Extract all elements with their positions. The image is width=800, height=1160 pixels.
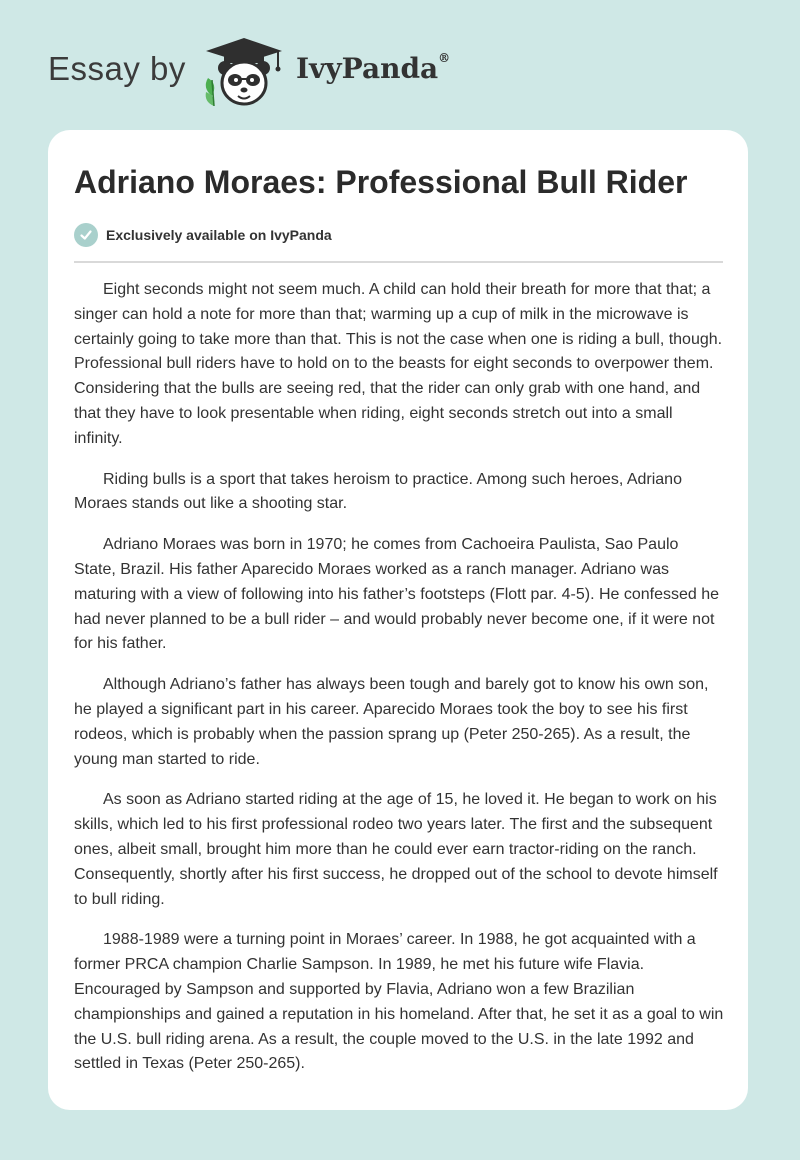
paragraph: 1988-1989 were a turning point in Moraes’ career. In 1988, he got acquainted with a former PRCA champion Charlie Sampson. In 1989, he met his future wife Flavia. Encouraged by Sampson and supported by Flavia, Adriano won a few Brazilian championships and gained a reputation in his homeland. After that, he set it as a goal to win the U.S. bull riding arena. As a result, the couple moved to the U.S. in the late 1992 and settled in Texas (Peter 250-265). xyxy=(74,931,724,1073)
essay-card xyxy=(48,130,748,1110)
essay-by-label: Essay by xyxy=(48,50,186,87)
brand-name: IvyPanda xyxy=(296,52,439,85)
title-divider xyxy=(74,261,723,263)
essay-body xyxy=(74,278,724,1093)
paragraph: Riding bulls is a sport that takes heroism to practice. Among such heroes, Adriano Moraes stands out like a shooting star. xyxy=(74,470,682,513)
paragraph: Adriano Moraes was born in 1970; he comes from Cachoeira Paulista, Sao Paulo State, Brazil. His father Aparecido Moraes worked as a ranch manager. Adriano was maturing with a view of following into his father’s footsteps (Flott par. 4-5). He confessed he had never planned to be a bull rider – and would probably never become one, if it were not for his father. xyxy=(74,536,720,653)
paragraph: Although Adriano’s father has always been tough and barely got to know his own son, he played a significant part in his career. Aparecido Moraes took the boy to see his first rodeos, which is probably when the passion sprang up (Peter 250-265). As a result, the young man started to ride. xyxy=(74,676,709,768)
check-icon xyxy=(74,223,98,247)
registered-mark: ® xyxy=(438,50,451,65)
paragraph: As soon as Adriano started riding at the age of 15, he loved it. He began to work on his skills, which led to his first professional rodeo two years later. The first and the subsequent ones, albeit small, brought him more than he could ever earn tractor-riding on the ranch. Consequently, shortly after his first success, he dropped out of the school to devote himself to bull riding. xyxy=(74,791,718,908)
panda-graduate-icon[interactable] xyxy=(198,36,290,108)
exclusive-badge xyxy=(74,222,332,248)
site-header xyxy=(0,0,800,130)
page-title: Adriano Moraes: Professional Bull Rider xyxy=(74,164,688,200)
paragraph: Eight seconds might not seem much. A child can hold their breath for more that that; a singer can hold a note for more than that; warming up a cup of milk in the microwave is certainly going to take more than that. This is not the case when one is riding a bull, though. Professional bull riders have to hold on to the beasts for eight seconds to overpower them. Considering that the bulls are seeing red, that the rider can only grab with one hand, and that they have to look presentable when riding, eight seconds stretch out into a small infinity. xyxy=(74,281,723,447)
brand-logo[interactable] xyxy=(296,52,450,85)
exclusive-badge-label: Exclusively available on IvyPanda xyxy=(106,227,332,243)
